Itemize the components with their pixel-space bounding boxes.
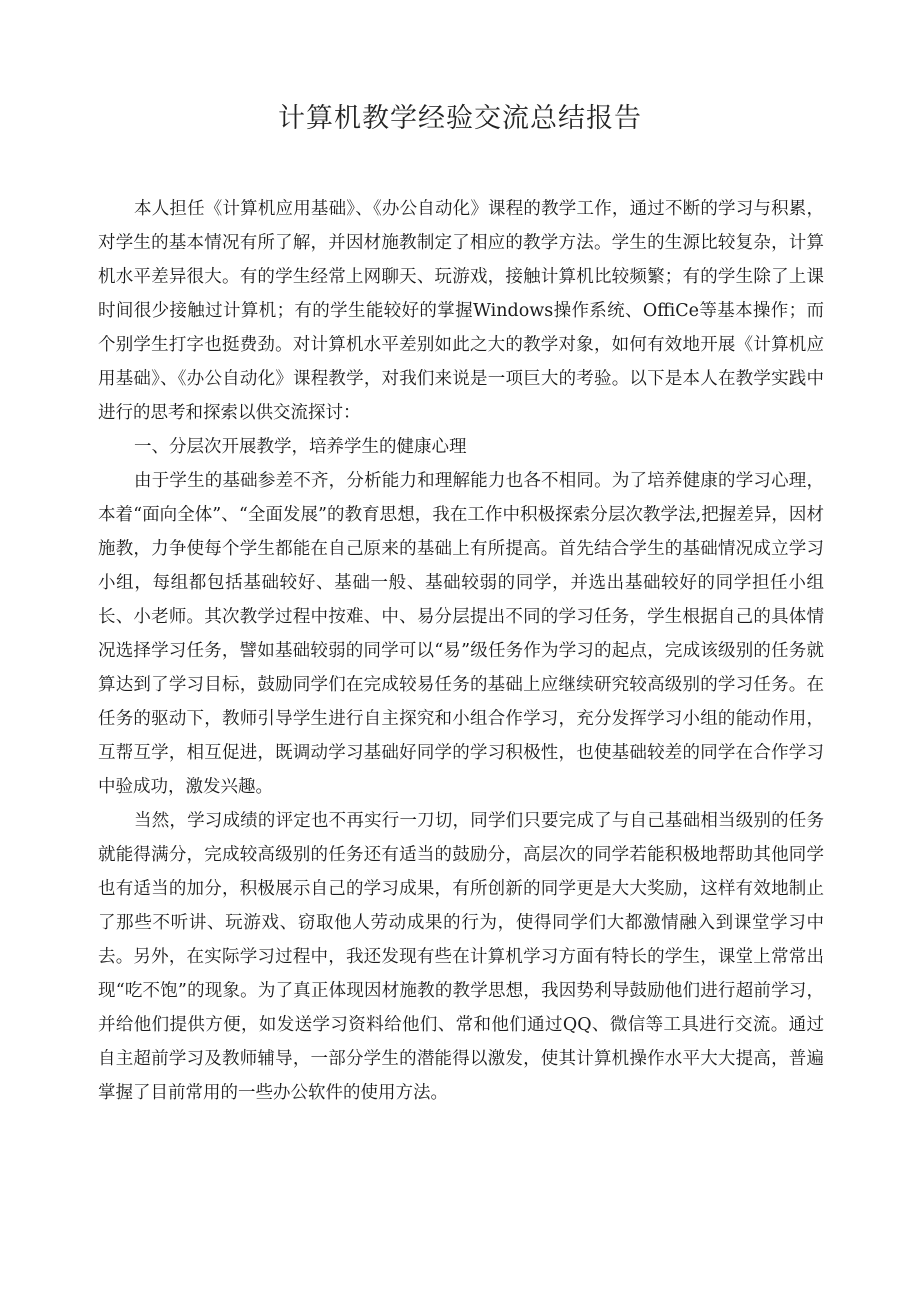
- paragraph-layered-teaching: 由于学生的基础参差不齐，分析能力和理解能力也各不相同。为了培养健康的学习心理，本着“面向全体”、“全面发展”的教育思想，我在工作中积极探索分层次教学法,把握差异，因材施教，力争使每个学生都能在自己原来的基础上有所提高。首先结合学生的基础情况成立学习小组，每组都包括基础较好、基础一般、基础较弱的同学，并选出基础较好的同学担任小组长、小老师。其次教学过程中按难、中、易分层提出不同的学习任务，学生根据自己的具体情况选择学习任务，譬如基础较弱的同学可以“易”级任务作为学习的起点，完成该级别的任务就算达到了学习目标，鼓励同学们在完成较易任务的基础上应继续研究较高级别的学习任务。在任务的驱动下，教师引导学生进行自主探究和小组合作学习，充分发挥学习小组的能动作用，互帮互学，相互促进，既调动学习基础好同学的学习积极性，也使基础较差的同学在合作学习中验成功，激发兴趣。: [98, 471, 824, 797]
- paragraph-intro: 本人担任《计算机应用基础》、《办公自动化》课程的教学工作，通过不断的学习与积累，对学生的基本情况有所了解，并因材施教制定了相应的教学方法。学生的生源比较复杂，计算机水平差异很大。有的学生经常上网聊天、玩游戏，接触计算机比较频繁；有的学生除了上课时间很少接触过计算机；有的学生能较好的掌握Windows操作系统、OffiCe等基本操作；而个别学生打字也挺费劲。对计算机水平差别如此之大的教学对象，如何有效地开展《计算机应用基础》、《办公自动化》课程教学，对我们来说是一项巨大的考验。以下是本人在教学实践中进行的思考和探索以供交流探讨：: [98, 199, 824, 423]
- document-title: 计算机教学经验交流总结报告: [278, 103, 642, 134]
- section-heading: 一、分层次开展教学，培养学生的健康心理: [134, 437, 467, 457]
- document-body: [98, 192, 824, 1110]
- paragraph-evaluation: 当然，学习成绩的评定也不再实行一刀切，同学们只要完成了与自己基础相当级别的任务就能得满分，完成较高级别的任务还有适当的鼓励分，高层次的同学若能积极地帮助其他同学也有适当的加分，积极展示自己的学习成果，有所创新的同学更是大大奖励，这样有效地制止了那些不听讲、玩游戏、窃取他人劳动成果的行为，使得同学们大都激情融入到课堂学习中去。另外，在实际学习过程中，我还发现有些在计算机学习方面有特长的学生，课堂上常常出现“吃不饱”的现象。为了真正体现因材施教的教学思想，我因势利导鼓励他们进行超前学习，并给他们提供方便，如发送学习资料给他们、常和他们通过QQ、微信等工具进行交流。通过自主超前学习及教师辅导，一部分学生的潜能得以激发，使其计算机操作水平大大提高，普遍掌握了目前常用的一些办公软件的使用方法。: [98, 811, 824, 1103]
